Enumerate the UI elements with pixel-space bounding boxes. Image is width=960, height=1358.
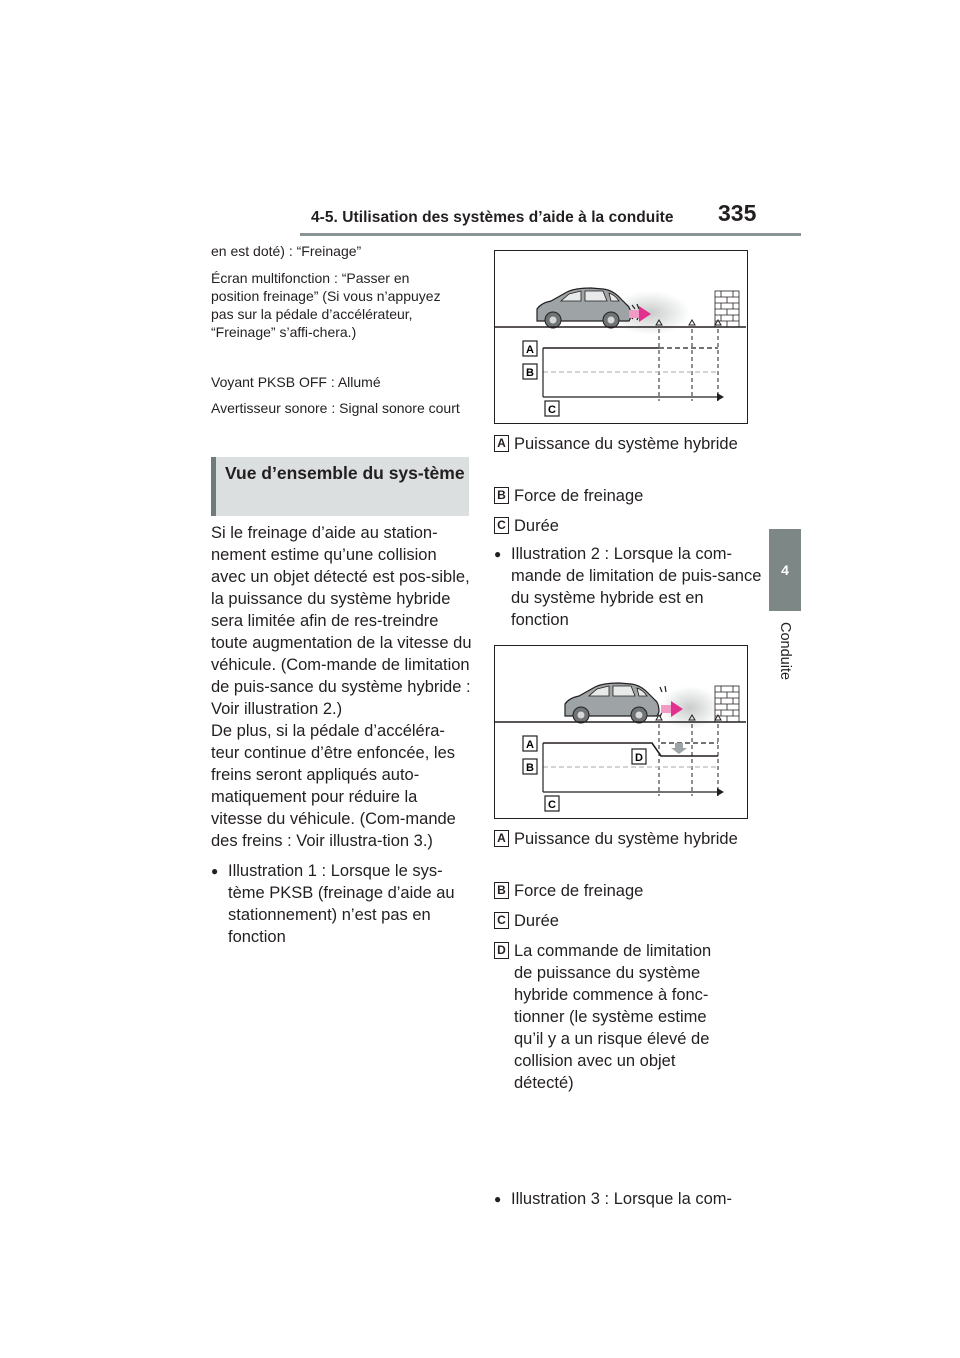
legend-text-c: Durée	[514, 912, 559, 930]
paragraph-multifunction-display: Écran multifonction : “Passer en position freinage” (Si vous n’appuyez pas sur la pédale d’accélérateur, “Freinage” s’affi-chera.)	[211, 270, 441, 340]
diagram-key-b-text: B	[526, 762, 534, 774]
section-heading: Vue d’ensemble du sys-tème	[225, 463, 465, 483]
legend-2-item-a	[494, 828, 748, 874]
body-paragraph-brakes: De plus, si la pédale d’accéléra-teur continue d’être enfoncée, les freins seront appliqués auto-matiquement pour réduire la vitesse du véhicule. (Com-mande des freins : Voir illustra-tion 3.)	[211, 722, 456, 850]
illustration-1	[494, 250, 748, 424]
chapter-label	[770, 622, 800, 692]
paragraph-freinage: en est doté) : “Freinage”	[211, 243, 362, 259]
car-icon	[565, 683, 659, 723]
legend-key-b: B	[494, 487, 509, 504]
car-icon	[537, 288, 631, 328]
paragraph-buzzer: Avertisseur sonore : Signal sonore court	[211, 400, 460, 416]
illustration-1-diagram	[495, 251, 746, 422]
legend-key-a: A	[494, 435, 509, 452]
bullet-illustration-3: ● Illustration 3 : Lorsque la com-	[494, 1188, 765, 1210]
bullet-illustration-2: ● Illustration 2 : Lorsque la com-mande de limitation de puis-sance du système hybride est en fonction	[494, 543, 765, 631]
diagram-key-c-text: C	[548, 799, 556, 811]
legend-2-item-b	[494, 880, 748, 902]
chapter-label-text: Conduite	[777, 622, 793, 681]
diagram-key-a-text: A	[526, 739, 534, 751]
bullet-illustration-1: ● Illustration 1 : Lorsque le sys-tème PKSB (freinage d’aide au stationnement) n’est pas en fonction	[211, 860, 473, 948]
section-heading-box	[211, 457, 469, 516]
legend-key-c: C	[494, 912, 509, 929]
legend-key-d: D	[494, 942, 509, 959]
body-text-column	[211, 522, 473, 948]
paragraph-pksb-indicator: Voyant PKSB OFF : Allumé	[211, 374, 381, 390]
legend-text-a: Puissance du système hybride	[514, 830, 738, 848]
header-divider	[300, 233, 801, 236]
illustration-2-diagram	[495, 646, 746, 817]
legend-1-item-a	[494, 433, 748, 479]
legend-1-item-c	[494, 515, 748, 537]
legend-key-c: C	[494, 517, 509, 534]
legend-text-a: Puissance du système hybride	[514, 435, 738, 453]
section-header-title: 4-5. Utilisation des systèmes d’aide à la conduite	[311, 209, 674, 226]
legend-text-b: Force de freinage	[514, 882, 644, 900]
legend-key-a: A	[494, 830, 509, 847]
down-arrow-icon	[671, 743, 687, 754]
legend-1-item-b	[494, 485, 748, 507]
legend-text-b: Force de freinage	[514, 487, 644, 505]
page-number: 335	[718, 200, 757, 226]
time-axis-arrow	[717, 788, 724, 796]
illustration-2	[494, 645, 748, 819]
diagram-key-a-text: A	[526, 344, 534, 356]
legend-text-c: Durée	[514, 517, 559, 535]
diagram-key-c-text: C	[548, 404, 556, 416]
time-axis-arrow	[717, 393, 724, 401]
legend-text-d: La commande de limitation de puissance du système hybride commence à fonc-tionner (le système estime qu’il y a un risque élevé de collision avec un objet détecté)	[514, 942, 712, 1092]
body-paragraph-power-limit: Si le freinage d’aide au station-nement estime qu’une collision avec un objet détecté est pos-sible, la puissance du système hybride sera limitée afin de res-treindre toute augmentation de la vitesse du véhicule. (Com-mande de limitation de puis-sance du système hybride : Voir illustration 2.)	[211, 524, 472, 718]
legend-2-item-d	[494, 940, 748, 1096]
legend-2-item-c	[494, 910, 748, 932]
diagram-key-b-text: B	[526, 367, 534, 379]
chapter-tab: 4	[769, 529, 801, 611]
legend-key-b: B	[494, 882, 509, 899]
diagram-key-d-text: D	[635, 752, 643, 764]
